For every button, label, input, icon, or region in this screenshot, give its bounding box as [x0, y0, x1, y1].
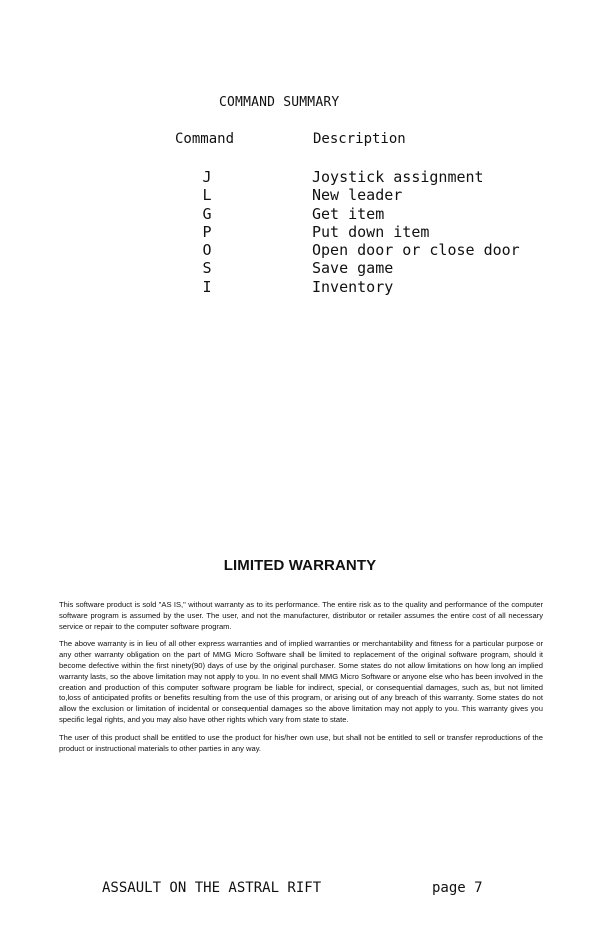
command-column-header: Command [175, 131, 235, 147]
command-description: New leader [312, 186, 403, 205]
command-description: Get item [312, 204, 385, 223]
warranty-paragraph: This software product is sold "AS IS," without warranty as to its performance. The entire risk as to the quality and performance of the computer software program is assumed by the user. The user, and not the manufacturer, distributor or retailer assumes the entire cost of all necessary service or repair to the computer software program. [59, 600, 543, 631]
page-number: page 7 [432, 880, 483, 896]
warranty-body [59, 600, 543, 761]
command-summary-title: COMMAND SUMMARY [219, 95, 340, 110]
command-description: Save game [312, 259, 394, 278]
command-list [0, 168, 600, 296]
command-row [0, 259, 600, 277]
warranty-paragraph: The user of this product shall be entitled to use the product for his/her own use, but shall not be entitled to sell or transfer reproductions of the product or instructional materials to other parties in any way. [59, 732, 543, 753]
command-key: P [202, 222, 212, 241]
command-key: L [202, 186, 212, 205]
warranty-title: LIMITED WARRANTY [223, 557, 377, 574]
command-row [0, 223, 600, 241]
command-row [0, 205, 600, 223]
warranty-paragraph: The above warranty is in lieu of all other express warranties and of implied warranties or merchantability and fitness for a particular purpose or any other warranty obligation on the part of MMG Micro Software shall be limited to replacement of the original software program, should it become defective within the first ninety(90) days of use by the original purchaser. Some states do not allow limitations on how long an implied warranty lasts, so the above limitation may not apply to you. In no event shall MMG Micro Software or anyone else who has been involved in the creation and production of this computer software program be liable for indirect, special, or consequential damages, such as, but not limited to,loss of anticipated profits or benefits resulting from the use of this program, or arising out of any breach of this warranty. Some states do not allow the exclusion or limitation of incidental or consequential damages so the above limitation may not apply to you. This warranty gives you specific legal rights, and you may also have other rights which vary from state to state. [59, 639, 543, 724]
command-description: Open door or close door [312, 241, 520, 260]
command-description: Joystick assignment [312, 168, 484, 186]
command-row [0, 186, 600, 204]
command-description: Inventory [312, 277, 394, 296]
command-row [0, 278, 600, 296]
command-row [0, 241, 600, 259]
command-description: Put down item [312, 222, 430, 241]
description-column-header: Description [313, 131, 406, 147]
command-key: I [202, 277, 212, 296]
command-key: S [202, 259, 212, 278]
command-key: O [202, 241, 212, 260]
command-key: J [202, 168, 212, 186]
footer-title: ASSAULT ON THE ASTRAL RIFT [102, 880, 322, 896]
command-row [0, 168, 600, 186]
command-key: G [202, 204, 212, 223]
